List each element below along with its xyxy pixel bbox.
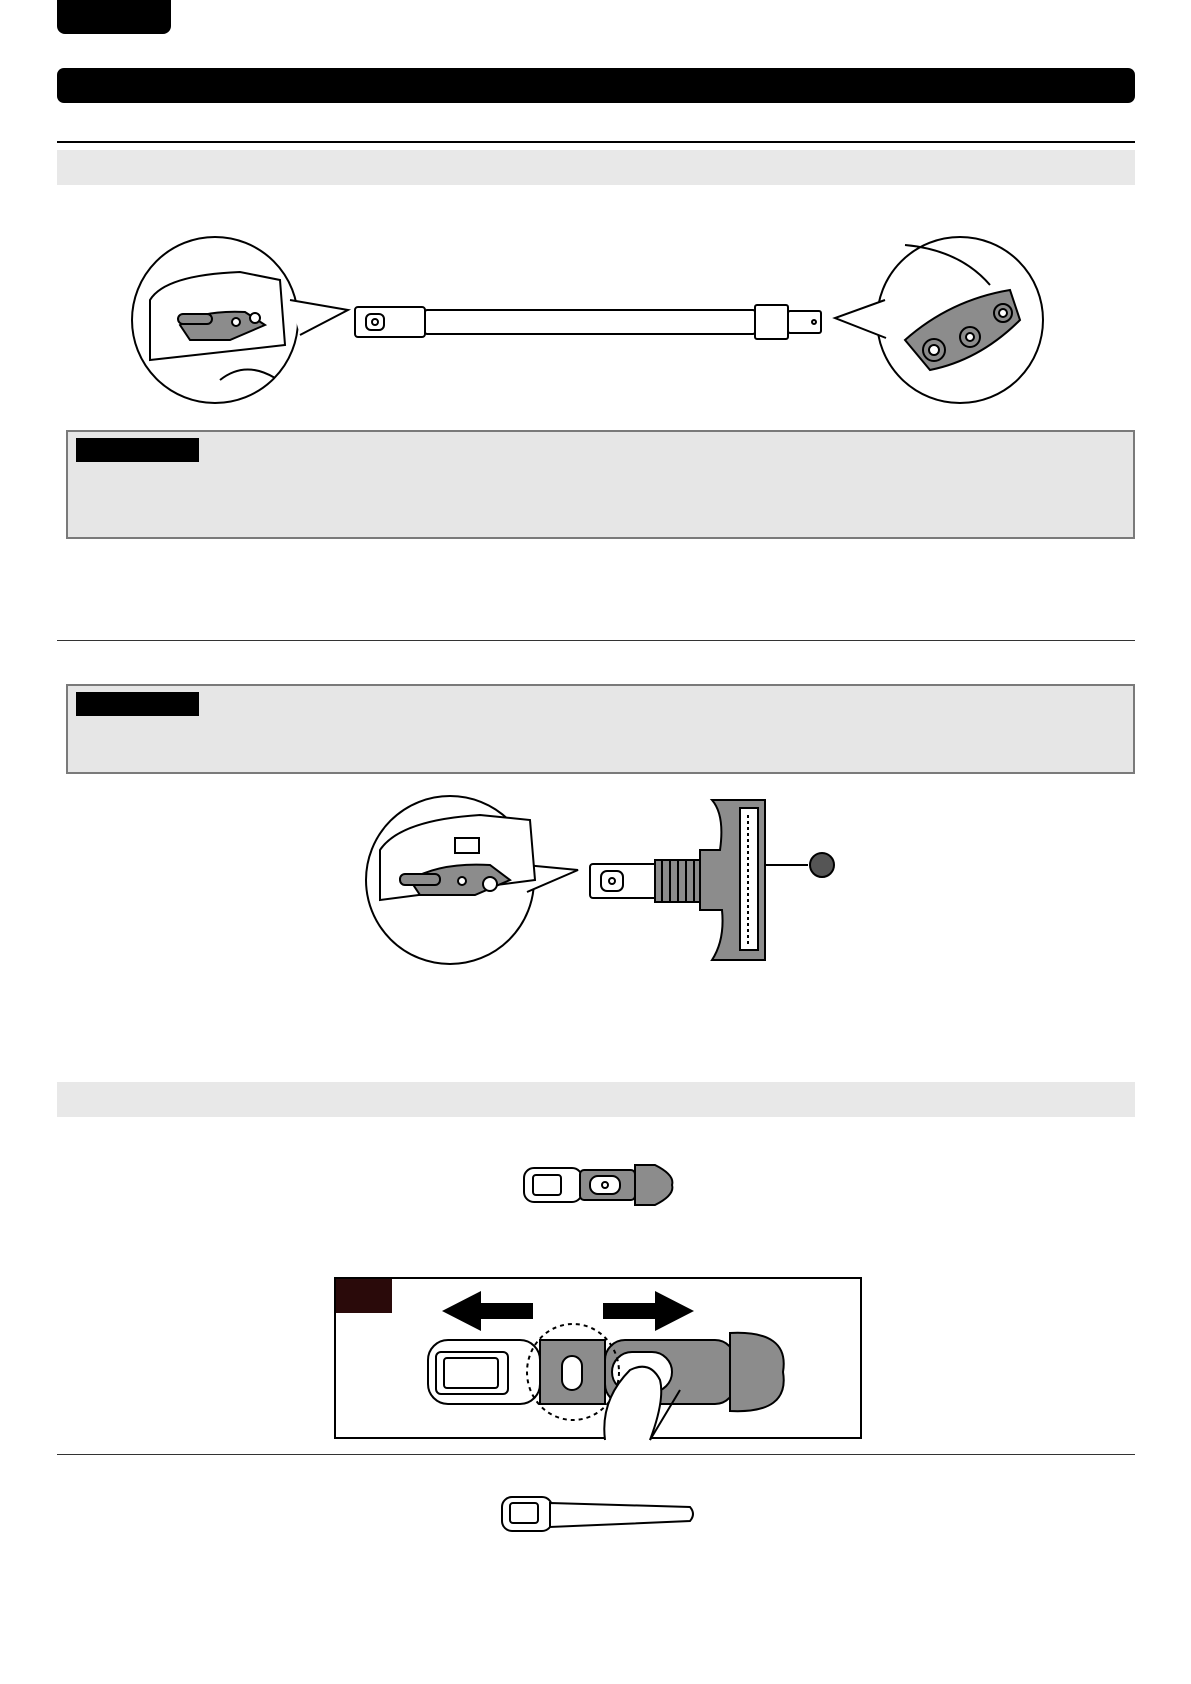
panel-step-label	[336, 1279, 392, 1313]
pipe	[355, 305, 821, 339]
section-1-note-box	[66, 430, 1135, 539]
section-divider-4	[57, 1454, 1135, 1455]
title-bar	[57, 68, 1135, 103]
left-connector-detail	[132, 237, 348, 403]
note-tag	[76, 438, 199, 462]
section-2-note-box	[66, 684, 1135, 774]
section-3-subheading	[57, 1082, 1135, 1117]
note-tag	[76, 692, 199, 716]
brush-connector-detail	[366, 796, 578, 964]
section-divider-2	[57, 640, 1135, 641]
floor-brush	[590, 800, 834, 960]
section-divider-1	[57, 141, 1135, 143]
extension-tool-panel	[334, 1277, 862, 1439]
right-connector-detail	[835, 237, 1043, 403]
header-tab	[57, 0, 171, 34]
section-1-subheading	[57, 150, 1135, 185]
